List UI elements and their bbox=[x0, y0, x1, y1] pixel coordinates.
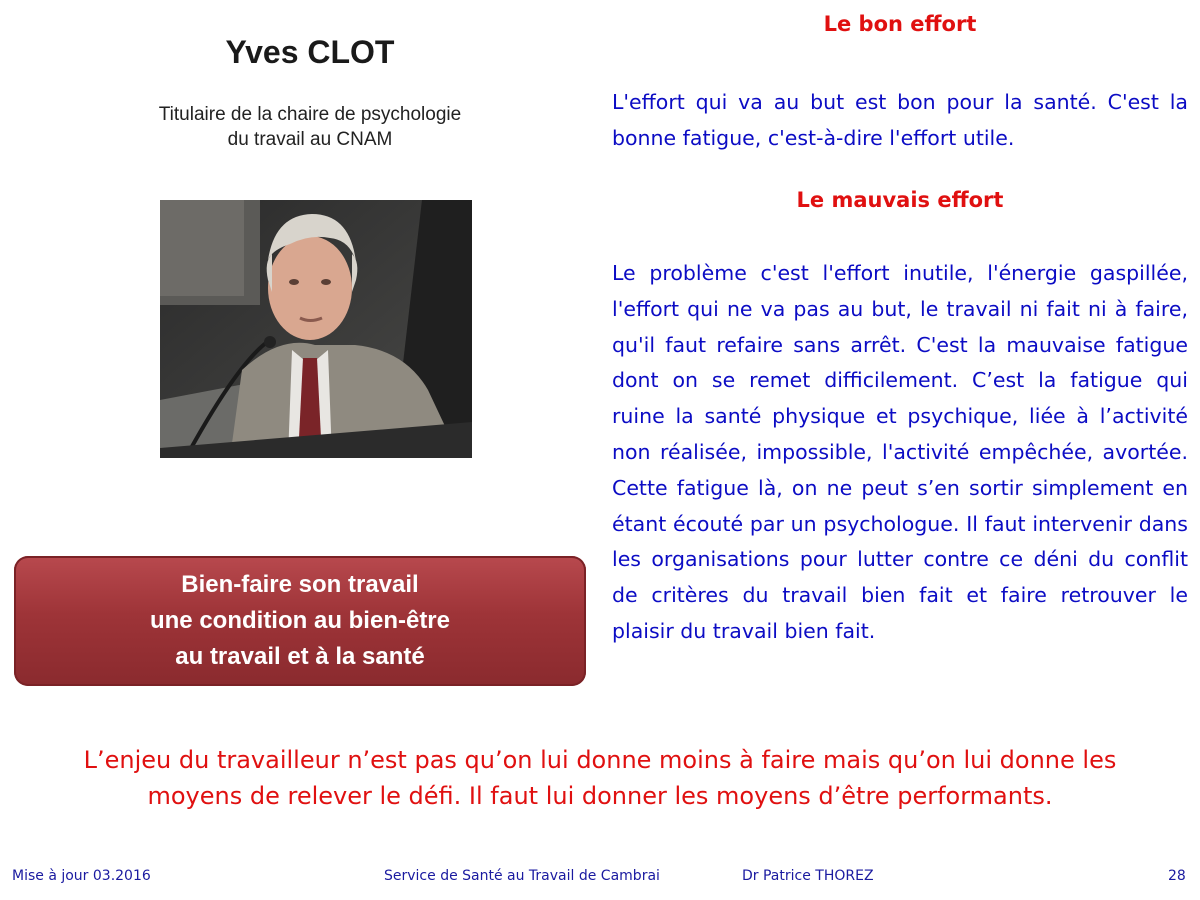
text-good-effort: L'effort qui va au but est bon pour la santé. C'est la bonne fatigue, c'est-à-dire l'effort utile. bbox=[612, 90, 1188, 150]
speaker-name: Yves CLOT bbox=[225, 34, 395, 70]
speaker-title-line2: du travail au CNAM bbox=[227, 129, 393, 150]
speaker-photo-icon bbox=[160, 200, 472, 458]
speaker-photo bbox=[160, 200, 472, 458]
footer-author: Dr Patrice THOREZ bbox=[742, 868, 874, 884]
text-bad-effort: Le problème c'est l'effort inutile, l'énergie gaspillée, l'effort qui ne va pas au but, le travail ni fait ni à faire, qu'il faut refaire sans arrêt. C'est la mauvaise fatigue dont on se remet difficilement. C’est la fatigue qui ruine la santé physique et psychique, liée à l’activité non réalisée, impossible, l'activité empêchée, avortée. Cette fatigue là, on ne peut s’en sortir simplement en étant écouté par un psychologue. Il faut intervenir dans les organisations pour lutter contre ce déni du conflit de critères du travail bien fait et faire retrouver le plaisir du travail bien fait. bbox=[612, 261, 1188, 643]
heading-good-effort: Le bon effort bbox=[823, 12, 977, 36]
banner-line2: une condition au bien-être bbox=[149, 607, 450, 634]
footer-page-number: 28 bbox=[1168, 868, 1186, 884]
heading-bad-effort: Le mauvais effort bbox=[796, 188, 1004, 212]
key-message-banner bbox=[14, 556, 586, 686]
banner-line3: au travail et à la santé bbox=[175, 643, 425, 670]
banner-line1: Bien-faire son travail bbox=[181, 571, 419, 598]
footer-update-date: Mise à jour 03.2016 bbox=[12, 868, 151, 884]
speaker-title-line1: Titulaire de la chaire de psychologie bbox=[158, 104, 462, 125]
speaker-title bbox=[110, 102, 510, 152]
footer-service: Service de Santé au Travail de Cambrai bbox=[384, 868, 660, 884]
conclusion-line2: moyens de relever le défi. Il faut lui donner les moyens d’être performants. bbox=[147, 782, 1053, 810]
conclusion-line1: L’enjeu du travailleur n’est pas qu’on lui donne moins à faire mais qu’on lui donne les bbox=[83, 746, 1117, 774]
conclusion bbox=[0, 742, 1200, 814]
